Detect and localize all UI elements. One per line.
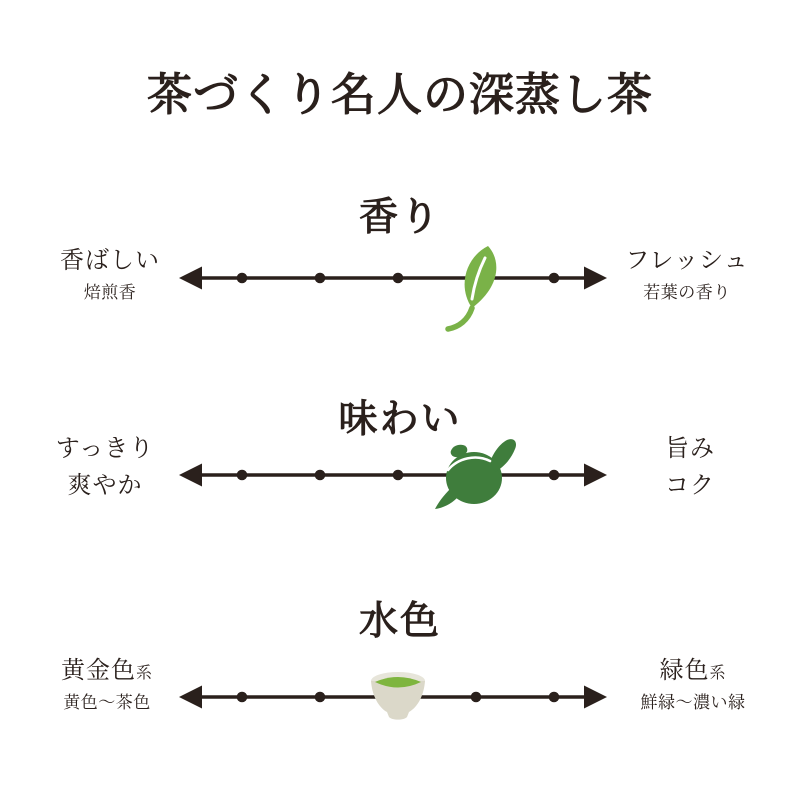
axis-right-label-main: 緑色系	[659, 657, 727, 684]
axis-dot	[315, 692, 326, 703]
teacup-icon	[368, 670, 428, 722]
axis-dot	[393, 273, 404, 284]
axis-left-label-sub: 焙煎香	[83, 283, 137, 302]
scale-title-liquor-color: 水色	[358, 598, 441, 644]
scale-title-aroma: 香り	[358, 194, 441, 240]
arrowhead-left-icon	[179, 686, 202, 709]
axis-left-label-main: 香ばしい	[60, 247, 160, 274]
aroma-axis	[178, 262, 608, 294]
tea-leaf-icon	[444, 242, 508, 334]
axis-right-label-sub: 若葉の香り	[643, 283, 731, 302]
axis-right-label-main: 旨み	[665, 435, 715, 462]
axis-dot	[237, 692, 248, 703]
scale-title-taste: 味わい	[338, 396, 462, 442]
axis-dot	[315, 470, 326, 481]
axis-dot	[237, 470, 248, 481]
axis-dot	[315, 273, 326, 284]
axis-right-label-taste	[605, 434, 775, 501]
axis-left-label-liquor	[22, 656, 192, 713]
axis-right-label-liquor	[608, 656, 778, 713]
axis-right-label-main2: コク	[665, 472, 715, 499]
axis-right-label-aroma	[602, 246, 772, 303]
axis-left-label-taste	[20, 434, 190, 501]
arrowhead-left-icon	[179, 464, 202, 487]
axis-left-label-sub: 黄色〜茶色	[63, 693, 151, 712]
page-title: 茶づくり名人の深蒸し茶	[146, 68, 653, 121]
axis-left-label-main: 黄金色系	[60, 657, 153, 684]
axis-right-label-main: フレッシュ	[625, 247, 749, 274]
arrowhead-right-icon	[584, 464, 607, 487]
axis-right-label-sub: 鮮緑〜濃い緑	[640, 693, 746, 712]
arrowhead-left-icon	[179, 267, 202, 290]
axis-left-label-main: すっきり	[55, 435, 155, 462]
axis-dot	[471, 692, 482, 703]
axis-left-label-suffix: 系	[135, 665, 153, 682]
teapot-icon	[434, 438, 518, 510]
axis-right-label-suffix: 系	[709, 665, 727, 682]
axis-dot	[237, 273, 248, 284]
axis-dot	[549, 273, 560, 284]
axis-dot	[393, 470, 404, 481]
arrowhead-right-icon	[584, 686, 607, 709]
axis-dot	[549, 470, 560, 481]
axis-left-label-aroma	[25, 246, 195, 303]
axis-dot	[549, 692, 560, 703]
taste-axis	[178, 459, 608, 491]
axis-left-label-main2: 爽やか	[67, 472, 143, 499]
